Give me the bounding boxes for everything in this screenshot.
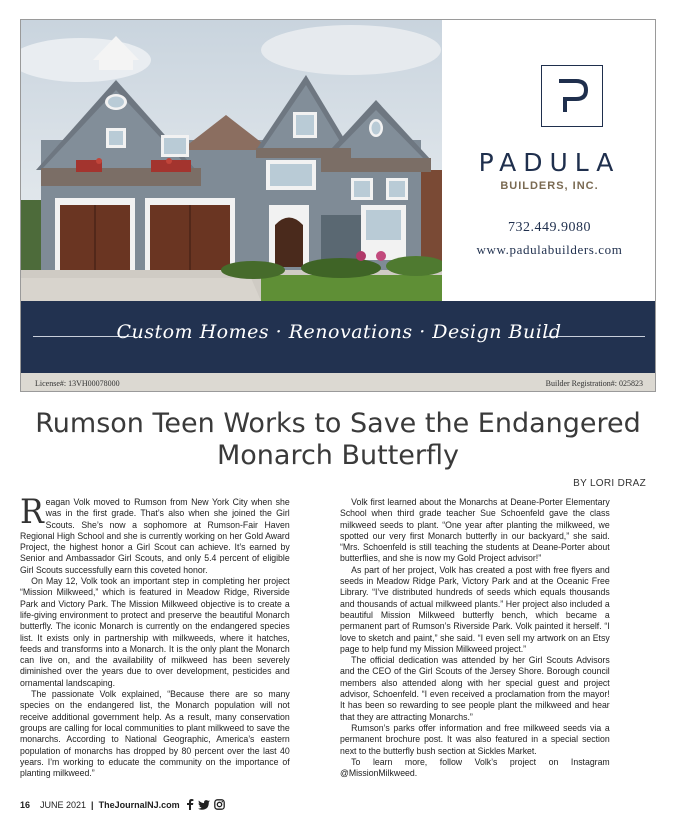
tagline: Custom Homes · Renovations · Design Build — [116, 321, 562, 343]
drop-cap: R — [20, 492, 44, 532]
first-paragraph-text: eagan Volk moved to Rumson from New York City when she was in the first grade. That’s also when she joined the Girl Scouts. She’s now a sophomore at Rumson-Fair Haven Regional High School and she is currently working on her Gold Award Project, the highest honor a Girl Scout can achieve. It’s earned by Senior and Ambassador Girl Scouts, and only 5.4 percent of eligible Girl Scouts successfully earn this coveted honor. — [20, 496, 290, 575]
site-link[interactable]: TheJournalNJ.com — [98, 799, 180, 810]
paragraph: The passionate Volk explained, “Because there are so many species on the endangered list, the Monarch population will not receive additional government help. As a result, many conservation groups are calling for local communities to plant milkweed to save the monarchs. According to National Geographic, America’s eastern population of monarchs has dropped by 80 percent over the last 40 years. I’m working to educate the community on the importance of planting milkweed.” — [20, 688, 290, 779]
company-subtitle: BUILDERS, INC. — [500, 180, 599, 192]
page-footer — [20, 799, 229, 810]
logo-p-icon — [556, 78, 588, 114]
paragraph: As part of her project, Volk has created a post with free flyers and seeds in Meadow Ridge Park, Victory Park and at the Oceanic Free Library. “I’ve distributed hundreds of seeds which equals thousands and thousands of actual milkweed plants.” Her project also included a beautiful Mission Milkweed butterfly bench, which became a permanent part of Rumson’s Riverside Park. Volk painted it herself. “I love to sketch and paint,” she said. “I even sell my artwork on an Etsy page to help fund my Mission Milkweed project.” — [340, 563, 610, 654]
footer-separator: | — [91, 799, 94, 810]
company-name: PADULA — [478, 148, 621, 177]
facebook-icon[interactable] — [186, 799, 194, 810]
article-headline: Rumson Teen Works to Save the Endangered Monarch Butterfly — [35, 408, 641, 471]
padula-builders-ad — [20, 19, 656, 392]
website-link[interactable]: www.padulabuilders.com — [476, 242, 623, 257]
first-paragraph — [20, 492, 290, 575]
social-icons — [186, 799, 229, 810]
article-column-left — [20, 492, 290, 779]
paragraph: The official dedication was attended by her Girl Scouts Advisors and the CEO of the Girl Scouts of the Jersey Shore. Borough council members also attended along with her special guest and project advisor, Schoenfeld. “I even received a proclamation from the mayor! It has been so rewarding to see people plant the milkweed and hear that they are attracting Monarchs.” — [340, 654, 610, 722]
license-bar — [21, 373, 656, 392]
padula-logo — [541, 65, 603, 127]
phone-number[interactable]: 732.449.9080 — [508, 220, 591, 235]
tagline-banner — [21, 301, 656, 373]
brand-panel — [442, 20, 656, 301]
license-number: License#: 13VH00078000 — [35, 379, 120, 388]
paragraph: To learn more, follow Volk’s project on Instagram @MissionMilkweed. — [340, 755, 610, 779]
twitter-icon[interactable] — [198, 800, 210, 810]
instagram-icon[interactable] — [214, 799, 225, 810]
paragraph: Volk first learned about the Monarchs at Deane-Porter Elementary School when third grade teacher Sue Schoenfeld gave the class milkweed seeds to plant. “One year after planting the milkweed, we spotted our very first Monarch butterfly in our backyard,” she said. “Mrs. Schoenfeld is still teaching the students at Deane-Porter about butterflies, and she is now my Gold Project advisor!” — [340, 496, 610, 564]
page-number: 16 — [20, 799, 31, 810]
builder-registration: Builder Registration#: 025823 — [545, 379, 643, 388]
paragraph: On May 12, Volk took an important step in completing her project “Mission Milkweed,” which is featured in Meadow Ridge, Riverside Park and Victory Park. The Mission Milkweed objective is to create a life-giving environment to protect and preserve the beautiful Monarch butterfly. The iconic Monarch is currently on the endangered species list. It exists only in partnership with milkweeds, where it hatches, feeds and transforms into a Monarch. It is the only plant the Monarch can live on, and the availability of milkweed has been severely diminished over the years due to over development, pesticides and ornamental landscaping. — [20, 575, 290, 688]
issue-date: JUNE 2021 — [40, 799, 87, 810]
byline: BY LORI DRAZ — [573, 478, 646, 489]
article-column-right — [340, 496, 610, 778]
house-photo — [21, 20, 442, 301]
paragraph: Rumson’s parks offer information and free milkweed seeds via a permanent brochure post. It was also featured in a special section next to the butterfly bush section at Sickles Market. — [340, 721, 610, 756]
